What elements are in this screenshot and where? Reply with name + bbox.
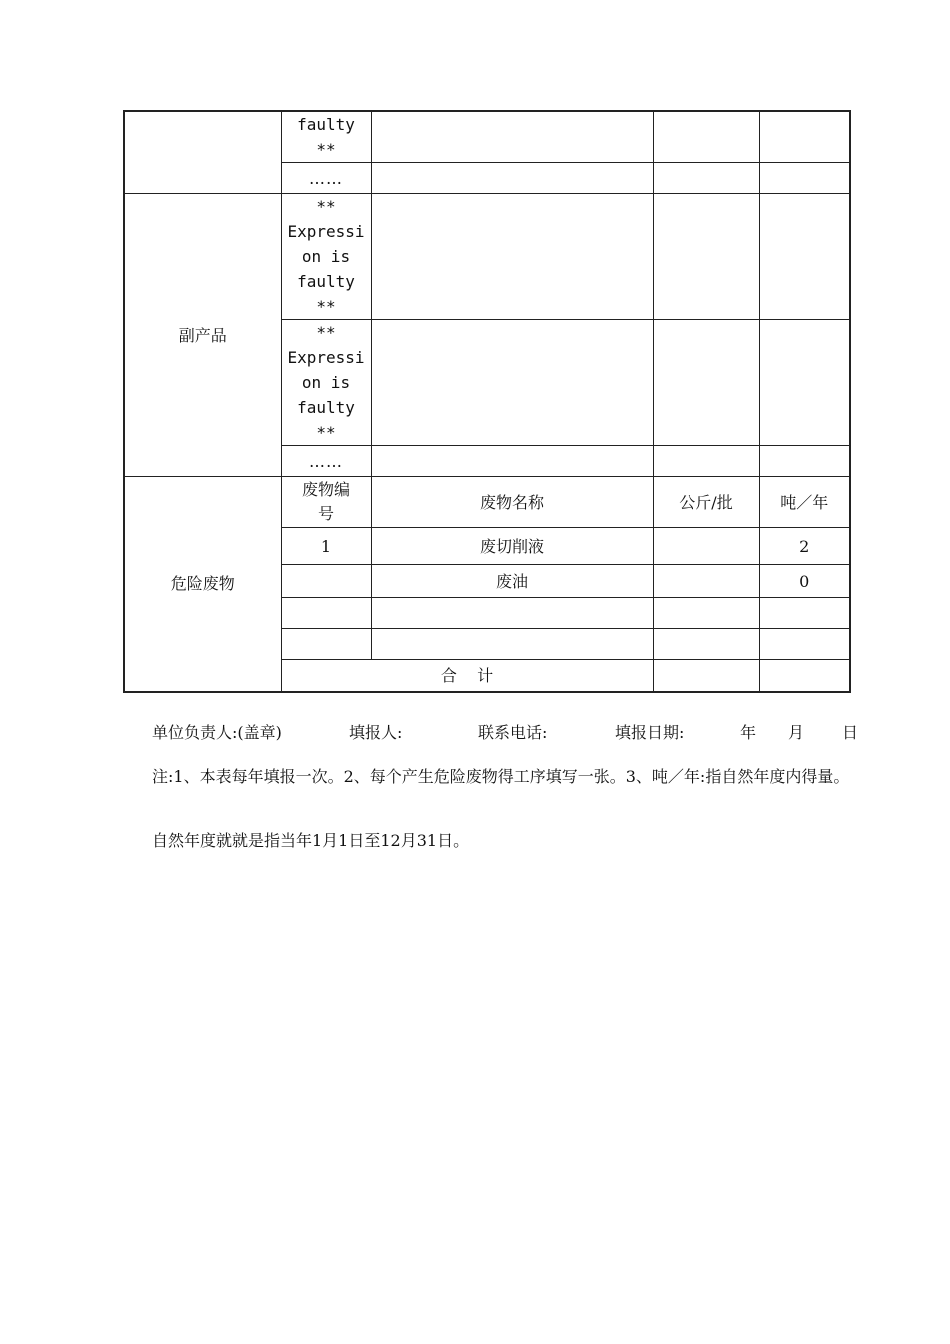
waste-ton xyxy=(759,598,850,629)
note-paragraph: 注:1、本表每年填报一次。2、每个产生危险废物得工序填写一张。3、吨／年:指自然年度内得量。 xyxy=(152,767,850,786)
header-kg-batch: 公斤/批 xyxy=(653,477,759,528)
ellipsis-cell: …… xyxy=(281,163,371,194)
filler-label: 填报人: xyxy=(349,723,403,742)
name-cell xyxy=(371,320,653,446)
waste-code xyxy=(281,629,371,660)
month-label: 月 xyxy=(788,723,805,742)
expr-line: ** xyxy=(316,423,336,442)
expr-line: faulty xyxy=(297,272,355,291)
section-cell-top xyxy=(124,111,281,194)
header-waste-name: 废物名称 xyxy=(371,477,653,528)
header-waste-code xyxy=(281,477,371,528)
year-label: 年 xyxy=(740,723,757,742)
faulty-expression-cell xyxy=(281,320,371,446)
expr-line: ** xyxy=(316,140,336,159)
ton-cell xyxy=(759,320,850,446)
expr-line: faulty xyxy=(297,115,355,134)
expr-line: faulty xyxy=(297,398,355,417)
waste-name: 废切削液 xyxy=(371,528,653,565)
date-label: 填报日期: xyxy=(615,723,685,742)
waste-name xyxy=(371,629,653,660)
expr-line: Expressi xyxy=(287,348,365,367)
kg-cell xyxy=(653,194,759,320)
day-label: 日 xyxy=(842,723,859,742)
ton-cell xyxy=(759,446,850,477)
hazard-label: 危险废物 xyxy=(124,477,281,692)
name-cell xyxy=(371,446,653,477)
waste-ton: 0 xyxy=(759,565,850,598)
waste-kg xyxy=(653,565,759,598)
waste-name: 废油 xyxy=(371,565,653,598)
kg-cell xyxy=(653,163,759,194)
kg-cell xyxy=(653,111,759,163)
expr-line: on is xyxy=(301,373,351,392)
waste-code xyxy=(281,565,371,598)
waste-code: 1 xyxy=(281,528,371,565)
total-label xyxy=(281,660,653,692)
expr-line: ** xyxy=(316,297,336,316)
header-waste-code-text: 废物编号 xyxy=(301,480,350,523)
waste-ton: 2 xyxy=(759,528,850,565)
byproduct-label: 副产品 xyxy=(124,194,281,477)
name-cell xyxy=(371,163,653,194)
waste-name xyxy=(371,598,653,629)
waste-code xyxy=(281,598,371,629)
total-ton xyxy=(759,660,850,692)
waste-kg xyxy=(653,629,759,660)
waste-report-table xyxy=(123,110,851,693)
ton-cell xyxy=(759,111,850,163)
name-cell xyxy=(371,111,653,163)
total-label-text: 合 计 xyxy=(440,665,494,685)
waste-ton xyxy=(759,629,850,660)
note-paragraph-2: 自然年度就就是指当年1月1日至12月31日。 xyxy=(152,831,470,850)
faulty-expression-cell xyxy=(281,111,371,163)
unit-head-label: 单位负责人:(盖章) xyxy=(152,723,282,742)
kg-cell xyxy=(653,446,759,477)
expr-line: Expressi xyxy=(287,222,365,241)
kg-cell xyxy=(653,320,759,446)
expr-line: on is xyxy=(301,247,351,266)
waste-kg xyxy=(653,598,759,629)
total-kg xyxy=(653,660,759,692)
ton-cell xyxy=(759,194,850,320)
phone-label: 联系电话: xyxy=(478,723,548,742)
expr-line: ** xyxy=(316,197,336,216)
expr-line: ** xyxy=(316,323,336,342)
ellipsis-cell: …… xyxy=(281,446,371,477)
waste-kg xyxy=(653,528,759,565)
header-ton-year: 吨／年 xyxy=(759,477,850,528)
name-cell xyxy=(371,194,653,320)
ton-cell xyxy=(759,163,850,194)
faulty-expression-cell xyxy=(281,194,371,320)
